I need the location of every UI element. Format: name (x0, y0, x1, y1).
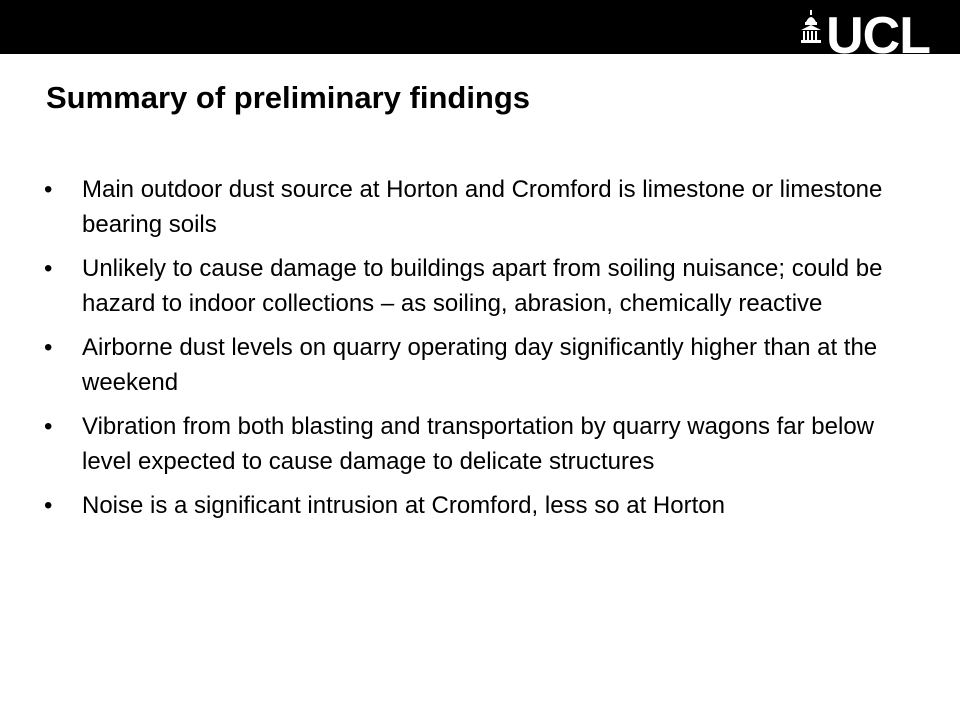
bullet-marker: • (44, 334, 53, 361)
logo-text: UCL (826, 7, 930, 65)
bullet-text: Noise is a significant intrusion at Cromford, less so at Horton (82, 492, 725, 519)
slide-title: Summary of preliminary findings (46, 80, 531, 115)
bullet-marker: • (44, 176, 53, 203)
bullet-marker: • (44, 413, 53, 440)
bullet-marker: • (44, 255, 53, 282)
bullet-marker: • (44, 492, 53, 519)
header-bar (0, 0, 960, 65)
bullet-item (44, 409, 894, 479)
bullet-item (44, 488, 894, 523)
portico-icon (800, 10, 822, 44)
bullet-item (44, 251, 894, 321)
bullet-text: Unlikely to cause damage to buildings apart from soiling nuisance; could be hazard to indoor collections – as soiling, abrasion, chemically reactive (82, 255, 883, 317)
bullet-text: Vibration from both blasting and transportation by quarry wagons far below level expected to cause damage to delicate structures (82, 413, 875, 475)
bullet-text: Main outdoor dust source at Horton and Cromford is limestone or limestone bearing soils (82, 176, 883, 238)
bullet-list (44, 172, 894, 532)
bullet-item (44, 330, 894, 400)
ucl-logo (800, 6, 930, 66)
bullet-item (44, 172, 894, 242)
bullet-text: Airborne dust levels on quarry operating day significantly higher than at the weekend (82, 334, 878, 396)
